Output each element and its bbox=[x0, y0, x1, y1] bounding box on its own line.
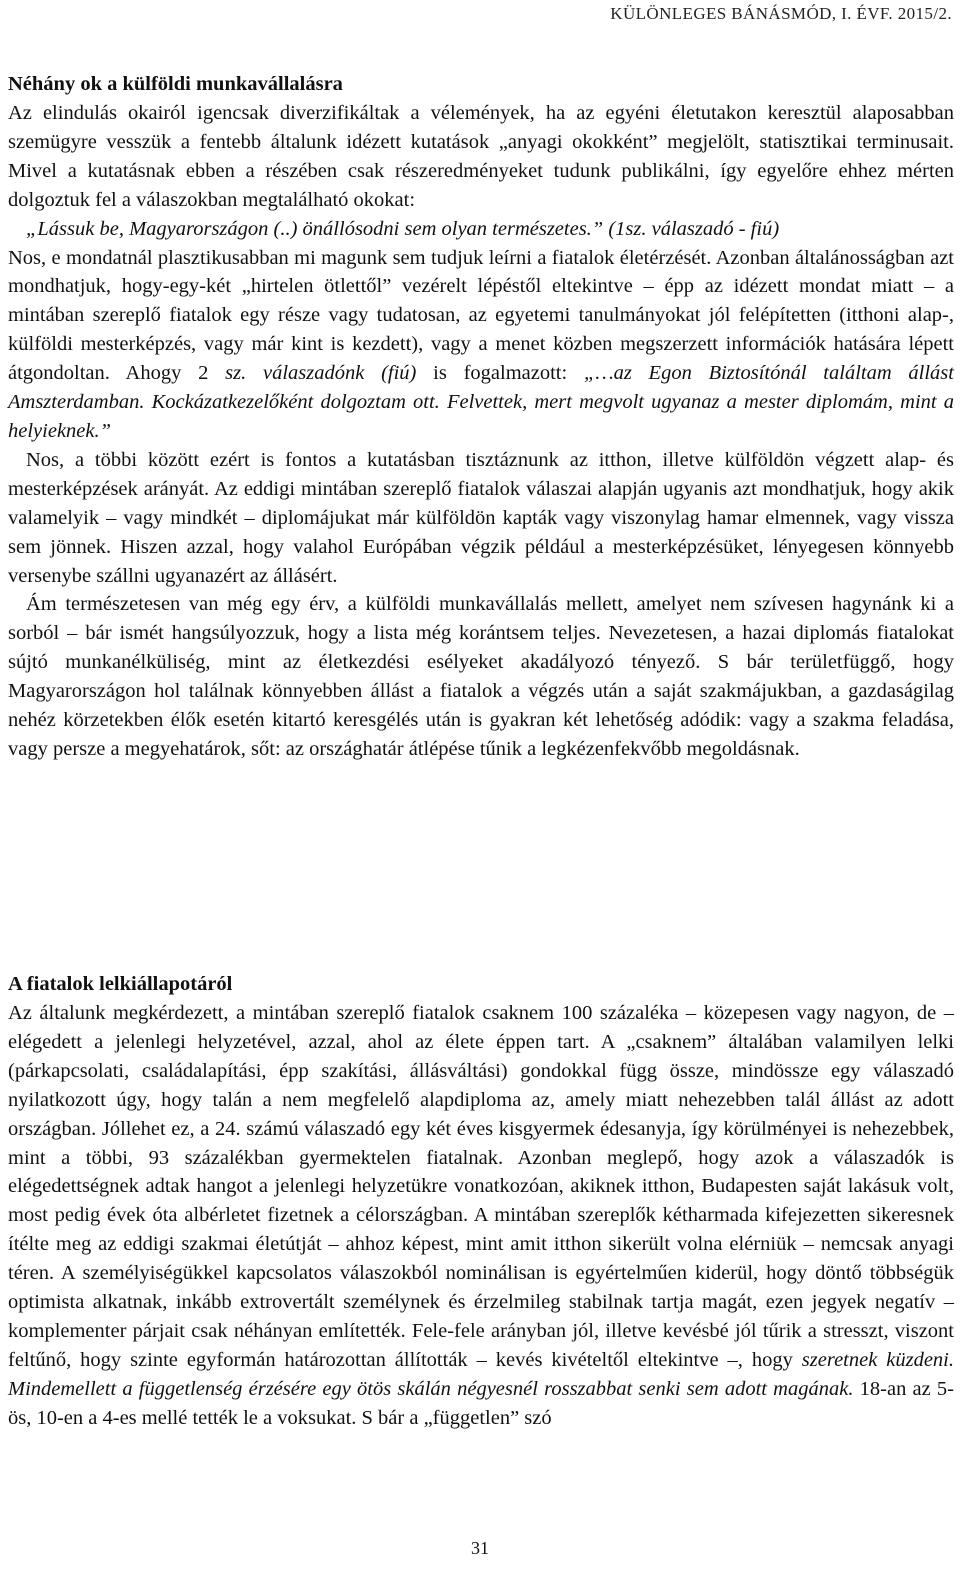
text-run: is fogalmazott: bbox=[416, 362, 584, 385]
paragraph: Ám természetesen van még egy érv, a külföldi munkavállalás mellett, amelyet nem szívesen hagynánk ki a sorból – bár ismét hangsúlyozzuk, hogy a lista még korántsem teljes. Nevezetesen, a hazai diplomás fiatalokat sújtó munkanélküliség, mint az életkezdési esélyeket akadályozó tényező. S bár területfüggő, hogy Magyarországon hol találnak könnyebben állást a fiatalok a végzés után a saját szakmájukban, a gazdaságilag nehéz körzetekben élők esetén kitartó keresgélés után is gyakran két lehetőség adódik: vagy a szakma feladása, vagy persze a megyehatárok, sőt: az országhatár átlépése tűnik a legkézenfekvőbb megoldásnak. bbox=[8, 593, 954, 760]
paragraph: Az elindulás okairól igencsak diverzifikáltak a vélemények, ha az egyéni életutakon keresztül alaposabban szemügyre vesszük a fentebb általunk idézett kutatások „anyagi okokként” megjelölt, statisztikai terminusait. Mivel a kutatásnak ebben a részében csak részeredményeket tudunk publikálni, így egyelőre ehhez mérten dolgoztuk fel a válaszokban megtalálható okokat: bbox=[8, 102, 954, 211]
italic-run: szeretnek küzdeni. Mindemellett a függetlenség érzésére egy ötös skálán négyesnél rosszabbat senki sem adott magának. bbox=[8, 1348, 954, 1400]
paragraph bbox=[8, 999, 954, 1433]
running-header: KÜLÖNLEGES BÁNÁSMÓD, I. ÉVF. 2015/2. bbox=[610, 4, 952, 23]
italic-run: sz. válaszadónk (fiú) bbox=[225, 362, 417, 385]
section-mental-state bbox=[8, 970, 954, 1433]
text-run: Nos, e mondatnál plasztikusabban mi magunk sem tudjuk leírni a fiatalok életérzését. Azonban általánosságban azt mondhatjuk, hogy-egy-két „hirtelen ötlettől” vezérelt lépéstől eltekintve – épp az idézett mondat miatt – a mintában szereplő fiatalok egy része vagy tudatosan, az egyetemi tanulmányokat jól felépítetten (itthoni alap-, külföldi mesterképzés, vagy már kint is kezdett), vagy a menet közben megszerzett információk hatására lépett átgondoltan. Ahogy 2 bbox=[8, 246, 954, 385]
paragraph bbox=[8, 244, 954, 446]
section-heading: Néhány ok a külföldi munkavállalásra bbox=[8, 73, 343, 95]
quote-text: „Lássuk be, Magyarországon (..) önállósodni sem olyan természetes.” (1sz. válaszadó - fiú) bbox=[26, 217, 780, 240]
text-run: 18-an az 5-ös, 10-en a 4-es mellé tették le a voksukat. S bár a „független” szó bbox=[8, 1377, 955, 1429]
italic-run: „…az Egon Biztosítónál találtam állást Amszterdamban. Kockázatkezelőként dolgoztam ott. Felvettek, mert megvolt ugyanaz a mester diplomám, mint a helyieknek.” bbox=[8, 362, 954, 442]
paragraph: Nos, a többi között ezért is fontos a kutatásban tisztáznunk az itthon, illetve külföldön végzett alap- és mesterképzések arányát. Az eddigi mintában szereplő fiatalok válaszai alapján ugyanis azt mondhatjuk, hogy akik valamelyik – vagy mindkét – diplomájukat már külföldön kapták vagy viszonylag hamar elmennek, vagy vissza sem jönnek. Hiszen azzal, hogy valahol Európában végzik például a mesterképzésüket, lényegesen könnyebb versenybe szállni ugyanazért az állásért. bbox=[8, 448, 954, 587]
section-heading: A fiatalok lelkiállapotáról bbox=[8, 973, 233, 995]
text-run: Az általunk megkérdezett, a mintában szereplő fiatalok csaknem 100 százaléka – közepesen vagy nagyon, de – elégedett a jelenlegi helyzetével, azzal, ahol az élete éppen tart. A „csaknem” általában valamilyen lelki (párkapcsolati, családalapítási, épp szakítási, állásváltási) gondokkal függ össze, mindössze egy válaszadó nyilatkozott úgy, hogy talán a nem megfelelő alapdiploma az, amely miatt nehezebben talál állást az adott országban. Jóllehet ez, a 24. számú válaszadó egy két éves kisgyermek édesanyja, így körülményei is nehezebbek, mint a többi, 93 százalékban gyermektelen fiatalnak. Azonban meglepő, hogy azok a válaszadók is elégedettségnek adtak hangot a jelenlegi helyzetükre vonatkozóan, akiknek itthon, Budapesten saját lakásuk volt, most pedig évek óta albérletet fizetnek a célországban. A mintában szereplők kétharmada kifejezetten sikeresnek ítélte meg az eddigi szakmai életútját – ahhoz képest, mint amit itthon sikerült volna elérniük – nemcsak anyagi téren. A személyiségükkel kapcsolatos válaszokból nominálisan is egyértelműen kiderül, hogy döntő többségük optimista alkatnak, inkább extrovertált személynek és érzelmileg stabilnak tartja magát, ezen jegyek negatív – komplementer párjait csak néhányan említették. Fele-fele arányban jól, illetve kevésbé jól tűrik a stresszt, viszont feltűnő, hogy szinte egyformán határozottan állították – kevés kivételtől eltekintve –, hogy bbox=[8, 1002, 954, 1371]
section-external-employment bbox=[8, 70, 954, 764]
respondent-quote bbox=[8, 215, 954, 244]
page-number: 31 bbox=[471, 1538, 489, 1558]
